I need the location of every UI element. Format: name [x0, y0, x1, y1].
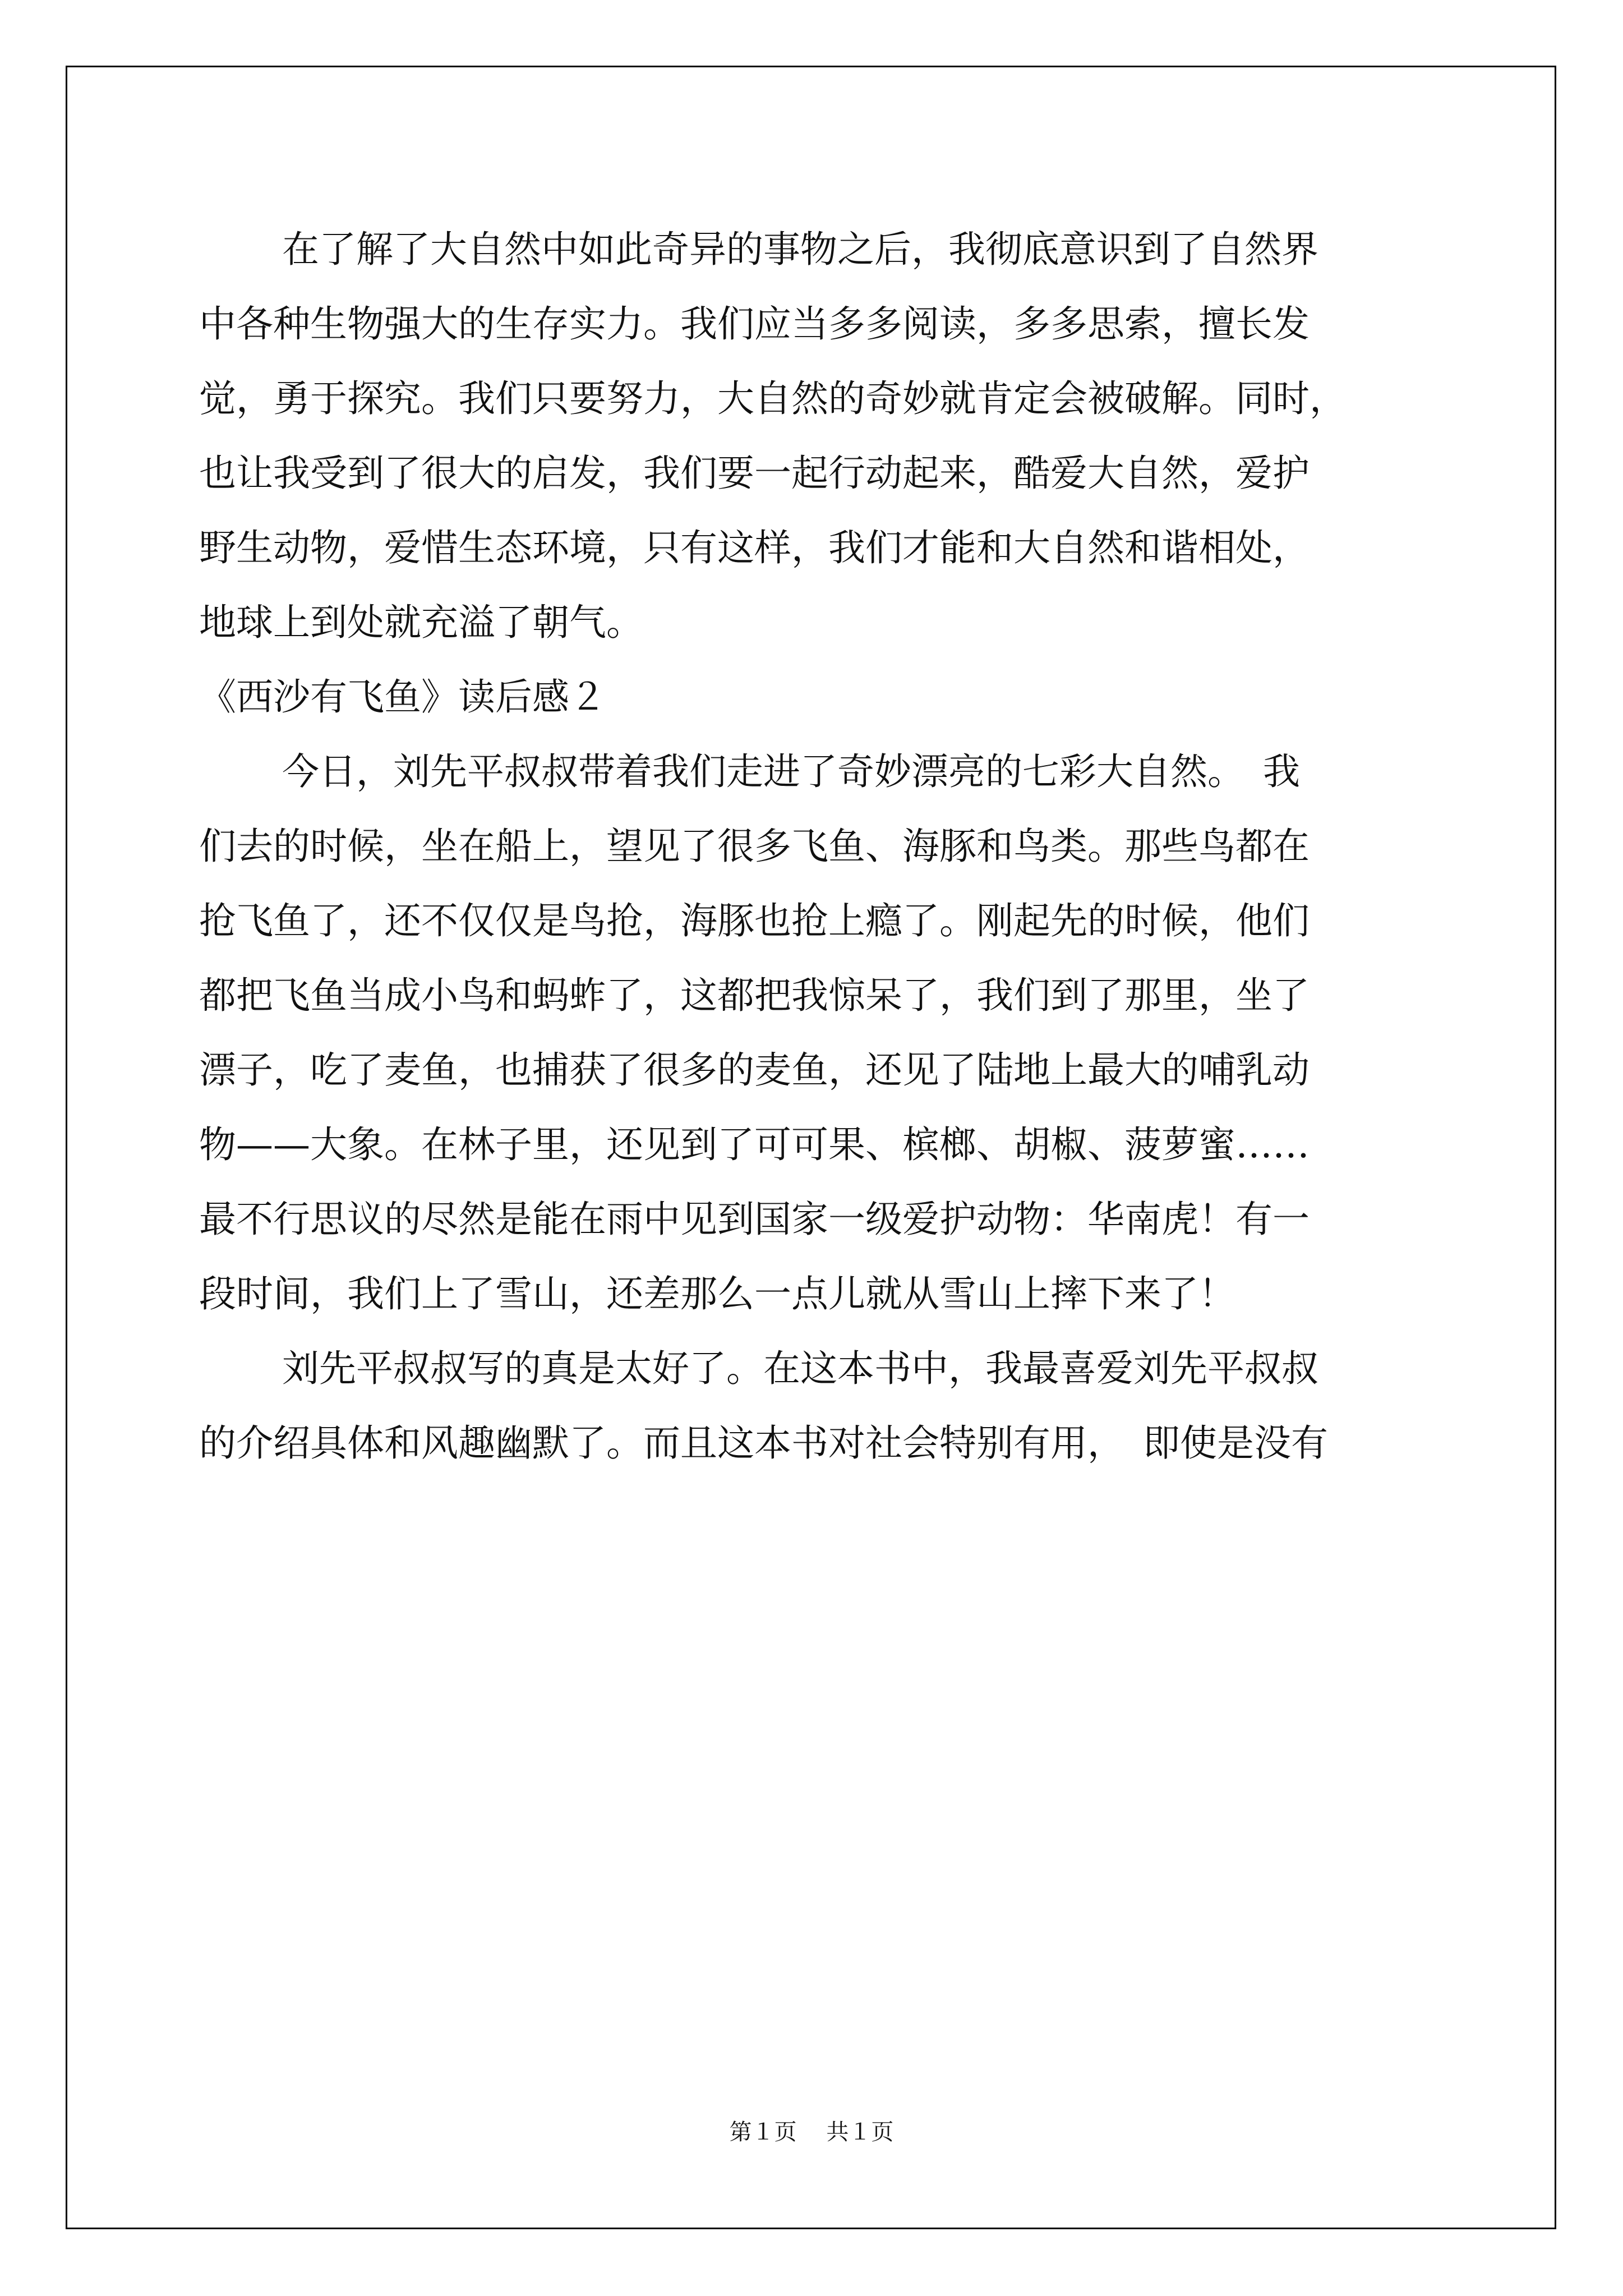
paragraph1-line-2: 中各种生物强大的生存实力。我们应当多多阅读，多多思索，擅长发	[199, 302, 1310, 346]
paragraph1-line-3: 觉，勇于探究。我们只要努力，大自然的奇妙就肯定会被破解。同时，	[199, 377, 1347, 420]
paragraph3-line-1: 刘先平叔叔写的真是太好了。在这本书中，我最喜爱刘先平叔叔	[282, 1347, 1318, 1390]
paragraph1-line-1: 在了解了大自然中如此奇异的事物之后，我彻底意识到了自然界	[282, 228, 1318, 271]
paragraph1-line-5: 野生动物，爱惜生态环境，只有这样，我们才能和大自然和谐相处，	[199, 526, 1310, 569]
paragraph2-line-8: 段时间，我们上了雪山，还差那么一点儿就从雪山上摔下来了！	[199, 1272, 1235, 1315]
paragraph2-line-2: 们去的时候，坐在船上，望见了很多飞鱼、海豚和鸟类。那些鸟都在	[199, 825, 1310, 868]
paragraph1-line-4: 也让我受到了很大的启发，我们要一起行动起来，酷爱大自然，爱护	[199, 452, 1310, 495]
paragraph2-line-4: 都把飞鱼当成小鸟和蚂蚱了，这都把我惊呆了，我们到了那里，坐了	[199, 974, 1310, 1017]
paragraph2-line-1: 今日，刘先平叔叔带着我们走进了奇妙漂亮的七彩大自然。 我	[282, 750, 1300, 793]
paragraph2-line-6: 物——大象。在林子里，还见到了可可果、槟榔、胡椒、菠萝蜜……	[199, 1123, 1310, 1166]
paragraph2-line-7: 最不行思议的尽然是能在雨中见到国家一级爱护动物：华南虎！有一	[199, 1198, 1310, 1241]
page-footer: 第１页 共１页	[729, 2119, 894, 2145]
paragraph2-line-5: 漂子，吃了麦鱼，也捕获了很多的麦鱼，还见了陆地上最大的哺乳动	[199, 1048, 1310, 1092]
paragraph2-line-3: 抢飞鱼了，还不仅仅是鸟抢，海豚也抢上瘾了。刚起先的时候，他们	[199, 899, 1310, 942]
paragraph1-line-6: 地球上到处就充溢了朝气。	[199, 601, 643, 644]
paragraph3-line-2: 的介绍具体和风趣幽默了。而且这本书对社会特别有用， 即使是没有	[199, 1421, 1328, 1465]
section-heading: 《西沙有飞鱼》读后感２	[199, 675, 606, 719]
